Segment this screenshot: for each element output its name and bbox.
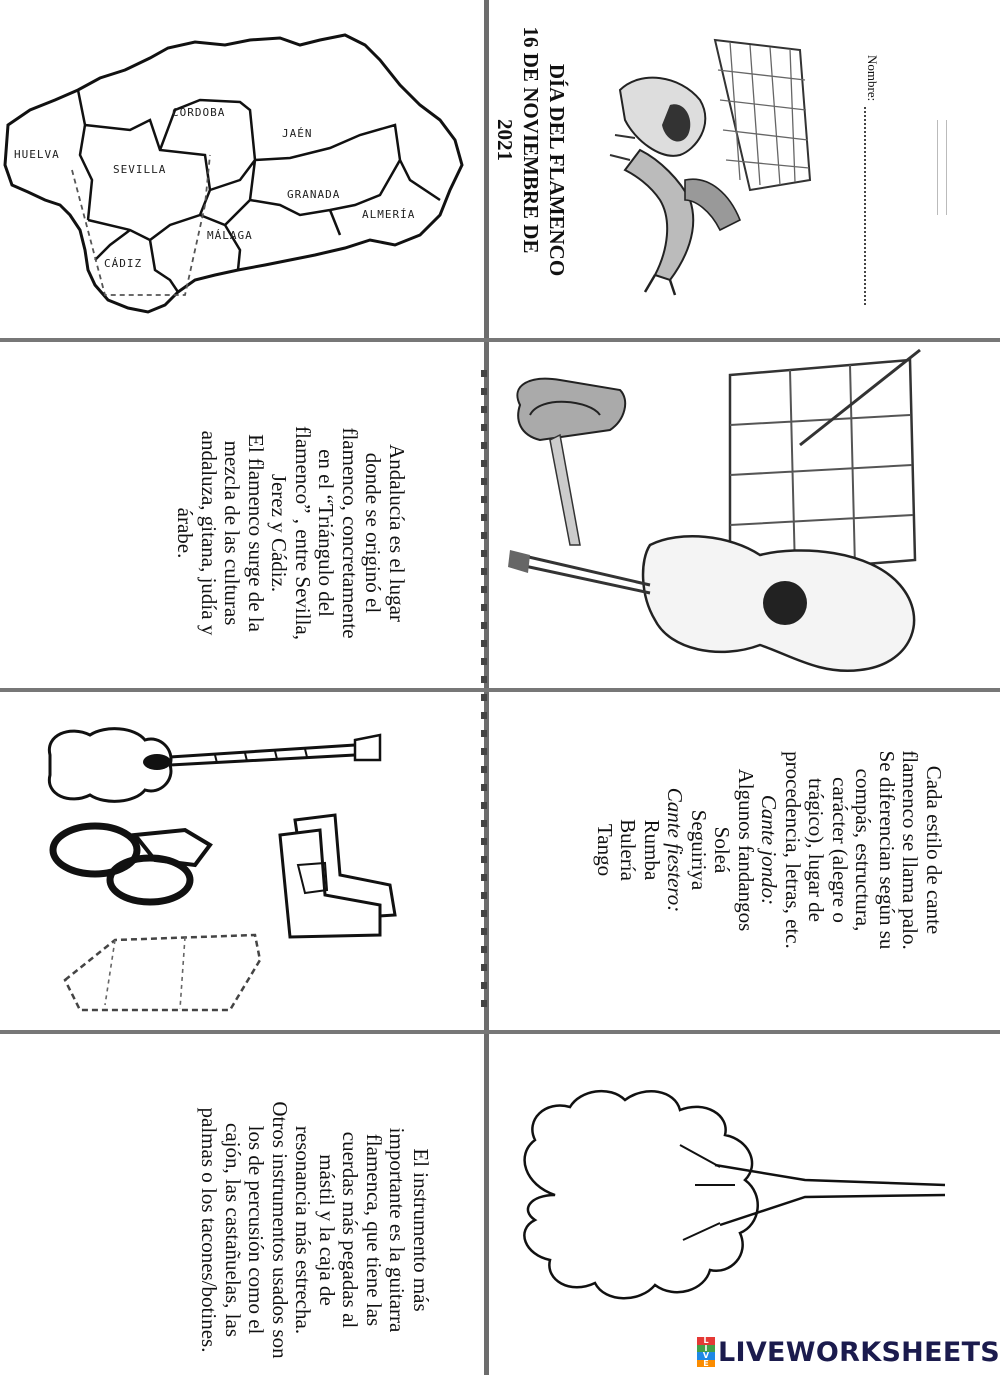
map-label-jaen: JAÉN	[282, 127, 313, 140]
guitar-icon	[49, 729, 380, 802]
cante-festero-item-3: Tango	[593, 823, 617, 877]
palos-text-block	[593, 700, 946, 1000]
map-label-sevilla: SEVILLA	[113, 163, 167, 176]
cante-jondo-item-3: Seguiriya	[687, 809, 711, 891]
andalucia-map	[0, 30, 470, 320]
origin-text: Andalucía es el lugar donde se originó el flamenco, concretamente en el “Triángulo del flamenco” , entre Sevilla, Jerez y Cádiz. El flamenco surge de la mezcla de las culturas andaluza, gitana, judía y árabe.	[173, 426, 409, 640]
map-label-malaga: MÁLAGA	[207, 229, 253, 242]
fold-line-2	[0, 688, 1000, 692]
map-label-granada: GRANADA	[287, 188, 341, 201]
cante-festero-label: Cante fiestero:	[663, 787, 688, 913]
liveworksheets-logo-icon: L I V E	[697, 1337, 715, 1367]
map-label-almeria: ALMERÍA	[362, 208, 416, 221]
tree-illustration	[505, 1085, 950, 1310]
cante-jondo-item-1: Algunos fandangos	[734, 768, 758, 932]
guitar-hat-illustration	[500, 345, 940, 680]
triangle-flamenco	[72, 155, 210, 295]
page-subtitle: 16 DE NOVIEMBRE DE 2021	[493, 26, 543, 254]
instruments-text: El instrumento más importante es la guitarra flamenca, que tiene las cuerdas más pegadas al mástil y la caja de resonancia más estrecha. Otros instrumentos usados son los de percusión como el cajón, las castañuelas, las palmas o los tacones/botines.	[197, 1101, 433, 1359]
cante-festero-item-2: Bulería	[616, 819, 641, 881]
fold-line-1	[0, 338, 1000, 342]
palos-intro: Cada estilo de cante flamenco se llama palo. Se diferencian según su compás, estructura, carácter (alegre o trágico), lugar de procedencia, letras, etc.	[781, 750, 946, 950]
page-title: DÍA DEL FLAMENCO	[545, 63, 569, 277]
fold-line-3	[0, 1030, 1000, 1034]
name-field-block	[864, 55, 880, 305]
name-input-box[interactable]	[937, 120, 947, 215]
instruments-illustration	[35, 715, 405, 1020]
map-label-cadiz: CÁDIZ	[104, 257, 143, 270]
dotted-cut-line	[481, 370, 487, 1010]
liveworksheets-brand: LIVEWORKSHEETS	[718, 1336, 1000, 1368]
cover-title-block	[492, 20, 570, 320]
cajon-icon	[65, 935, 260, 1010]
map-label-huelva: HUELVA	[14, 148, 60, 161]
name-label: Nombre:	[865, 55, 880, 102]
cante-jondo-item-2: Soleá	[710, 826, 735, 874]
map-label-cordoba: CÓRDOBA	[172, 106, 226, 119]
cante-festero-item-1: Rumba	[640, 819, 664, 881]
liveworksheets-logo	[697, 1335, 1000, 1369]
cante-jondo-label: Cante jondo:	[757, 794, 782, 906]
castanets-icon	[53, 826, 210, 902]
flamenco-dancers-illustration	[600, 30, 820, 300]
name-input[interactable]	[864, 107, 880, 305]
boots-icon	[280, 815, 395, 937]
